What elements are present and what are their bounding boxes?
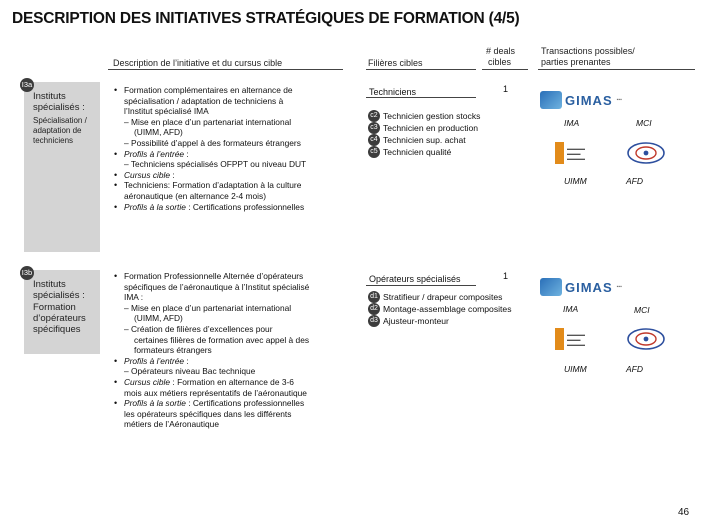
- description-bullets-i3b: [114, 271, 354, 430]
- side-title-i3a-1: Instituts: [33, 91, 66, 102]
- bullet-emphasis: Profils à la sortie: [124, 201, 186, 212]
- header-description: Description de l’initiative et du cursus cible: [113, 58, 283, 68]
- bullet-emphasis: Profils à l’entrée: [124, 148, 185, 159]
- header-underline-transactions: [538, 69, 695, 70]
- code-label: Technicien qualité: [383, 146, 452, 157]
- header-underline-deals: [482, 69, 528, 70]
- bullet-line: formateurs étrangers: [134, 345, 212, 356]
- side-title-i3a-2: spécialisés :: [33, 102, 85, 113]
- codes-list-i3a: [368, 110, 480, 158]
- gimas-logo-i3b: GIMAS ▪▪▪: [540, 275, 632, 299]
- header-underline-filieres: [366, 69, 476, 70]
- page-number: 46: [678, 507, 690, 518]
- bullet-line: métiers de l’Aéronautique: [124, 419, 219, 430]
- code-badge: c4: [368, 134, 380, 146]
- bullet-line: – Techniciens spécialisés OFPPT ou niveau DUT: [124, 159, 307, 170]
- bullet-line: (UIMM, AFD): [134, 313, 183, 324]
- bullet-emphasis: Cursus cible: [124, 376, 171, 387]
- side-sub-i3a-1: Spécialisation /: [33, 116, 87, 125]
- side-sub-i3b-3: spécifiques: [33, 324, 81, 335]
- code-label: Technicien sup. achat: [383, 134, 466, 145]
- code-item: [368, 134, 480, 146]
- code-label: Montage-assemblage composites: [383, 303, 512, 314]
- bullet-line: aéronautique (en alternance 2-4 mois): [124, 190, 266, 201]
- filiere-underline-i3b: [366, 285, 476, 286]
- side-sub-i3b-1: Formation: [33, 302, 76, 313]
- partner-uimm-i3b: UIMM: [564, 364, 587, 374]
- bullet-line: certaines filières de formation avec appel à des: [134, 334, 310, 345]
- code-item: [368, 315, 512, 327]
- partner-mci-i3b: MCI: [634, 305, 650, 315]
- code-badge: c5: [368, 146, 380, 158]
- code-item: [368, 110, 480, 122]
- code-badge: c3: [368, 122, 380, 134]
- bullet-line: – Opérateurs niveau Bac technique: [124, 366, 256, 377]
- code-label: Technicien en production: [383, 122, 479, 133]
- side-sub-i3a-3: techniciens: [33, 136, 74, 145]
- partner-mci-i3a: MCI: [636, 118, 652, 128]
- code-badge: c2: [368, 110, 380, 122]
- bullet-line: (UIMM, AFD): [134, 127, 183, 138]
- code-badge: d3: [368, 315, 380, 327]
- deals-i3a: 1: [503, 84, 509, 94]
- bullet-line: l’Institut spécialisé IMA: [124, 106, 209, 117]
- bullet-emphasis: Profils à l’entrée: [124, 355, 185, 366]
- code-label: Technicien gestion stocks: [383, 110, 481, 121]
- deals-i3b: 1: [503, 271, 509, 281]
- bullet-line: – Mise en place d’un partenariat international: [124, 116, 292, 127]
- side-title-i3b-1: Instituts: [33, 279, 66, 290]
- bullet-emphasis: Profils à la sortie: [124, 398, 186, 409]
- page-title: DESCRIPTION DES INITIATIVES STRATÉGIQUES DE FORMATION (4/5): [12, 10, 520, 27]
- bullet-line: – Possibilité d’appel à des formateurs étrangers: [124, 137, 301, 148]
- code-badge: d1: [368, 291, 380, 303]
- code-label: Stratifieur / drapeur composites: [383, 291, 503, 302]
- bullet-line: • Techniciens: Formation d’adaptation à la culture: [114, 180, 354, 191]
- filiere-i3a: Techniciens: [369, 87, 417, 97]
- uimm-logo-i3b: ▬▬▬▬ ▬▬▬ ▬▬▬▬: [555, 326, 601, 352]
- partner-ima-i3a: IMA: [564, 118, 580, 128]
- header-filieres: Filières cibles: [368, 58, 423, 68]
- side-sub-i3a-2: adaptation de: [33, 126, 82, 135]
- bullet-line: mois aux métiers représentatifs de l’aéronautique: [124, 387, 307, 398]
- code-item: [368, 291, 512, 303]
- bullet-line: • Cursus cible :: [114, 170, 354, 181]
- code-badge: d2: [368, 303, 380, 315]
- bullet-line: les opérateurs spécifiques dans les différents: [124, 408, 292, 419]
- initiative-badge-i3a: I3a: [20, 78, 34, 92]
- header-underline-description: [108, 69, 343, 70]
- bullet-line: • Profils à l’entrée :: [114, 149, 354, 160]
- header-deals-1: # deals: [486, 46, 516, 56]
- bullet-emphasis: Cursus cible: [124, 169, 171, 180]
- filiere-underline-i3a: [366, 97, 476, 98]
- bullet-line: • Profils à la sortie : Certifications professionnelles: [114, 398, 354, 409]
- bullet-line: spécialisation / adaptation de techniciens à: [124, 95, 284, 106]
- bullet-line: • Formation complémentaires en alternance de: [114, 85, 354, 96]
- filiere-i3b: Opérateurs spécialisés: [369, 274, 461, 284]
- side-title-i3b-2: spécialisés :: [33, 290, 85, 301]
- bullet-line: • Profils à l’entrée :: [114, 356, 354, 367]
- side-sub-i3b-2: d’opérateurs: [33, 313, 86, 324]
- initiative-badge-i3b: I3b: [20, 266, 34, 280]
- bullet-line: • Profils à la sortie : Certifications professionnelles: [114, 202, 354, 213]
- bullet-line: – Création de filières d’excellences pour: [124, 323, 273, 334]
- bullet-line: spécifiques de l’aéronautique à l’Institut spécialisé: [124, 281, 310, 292]
- partner-afd-i3a: AFD: [626, 176, 643, 186]
- code-item: [368, 122, 480, 134]
- bullet-line: • Formation Professionnelle Alternée d’opérateurs: [114, 271, 354, 282]
- bullet-line: IMA :: [124, 292, 144, 303]
- code-item: [368, 146, 480, 158]
- partner-uimm-i3a: UIMM: [564, 176, 587, 186]
- gimas-logo-i3a: GIMAS ▪▪▪: [540, 88, 632, 112]
- code-label: Ajusteur-monteur: [383, 315, 449, 326]
- header-transactions-1: Transactions possibles/: [541, 46, 635, 56]
- uimm-logo-i3a: ▬▬▬▬ ▬▬▬ ▬▬▬▬: [555, 140, 601, 166]
- bullet-line: • Cursus cible : Formation en alternance de 3-6: [114, 377, 354, 388]
- bullet-line: – Mise en place d’un partenariat international: [124, 302, 292, 313]
- code-item: [368, 303, 512, 315]
- partner-ima-i3b: IMA: [563, 304, 579, 314]
- description-bullets-i3a: [114, 85, 354, 212]
- header-transactions-2: parties prenantes: [541, 57, 611, 67]
- header-deals-2: cibles: [488, 57, 512, 67]
- afd-logo-i3a: [625, 140, 667, 166]
- codes-list-i3b: [368, 291, 512, 327]
- partner-afd-i3b: AFD: [626, 364, 643, 374]
- afd-logo-i3b: [625, 326, 667, 352]
